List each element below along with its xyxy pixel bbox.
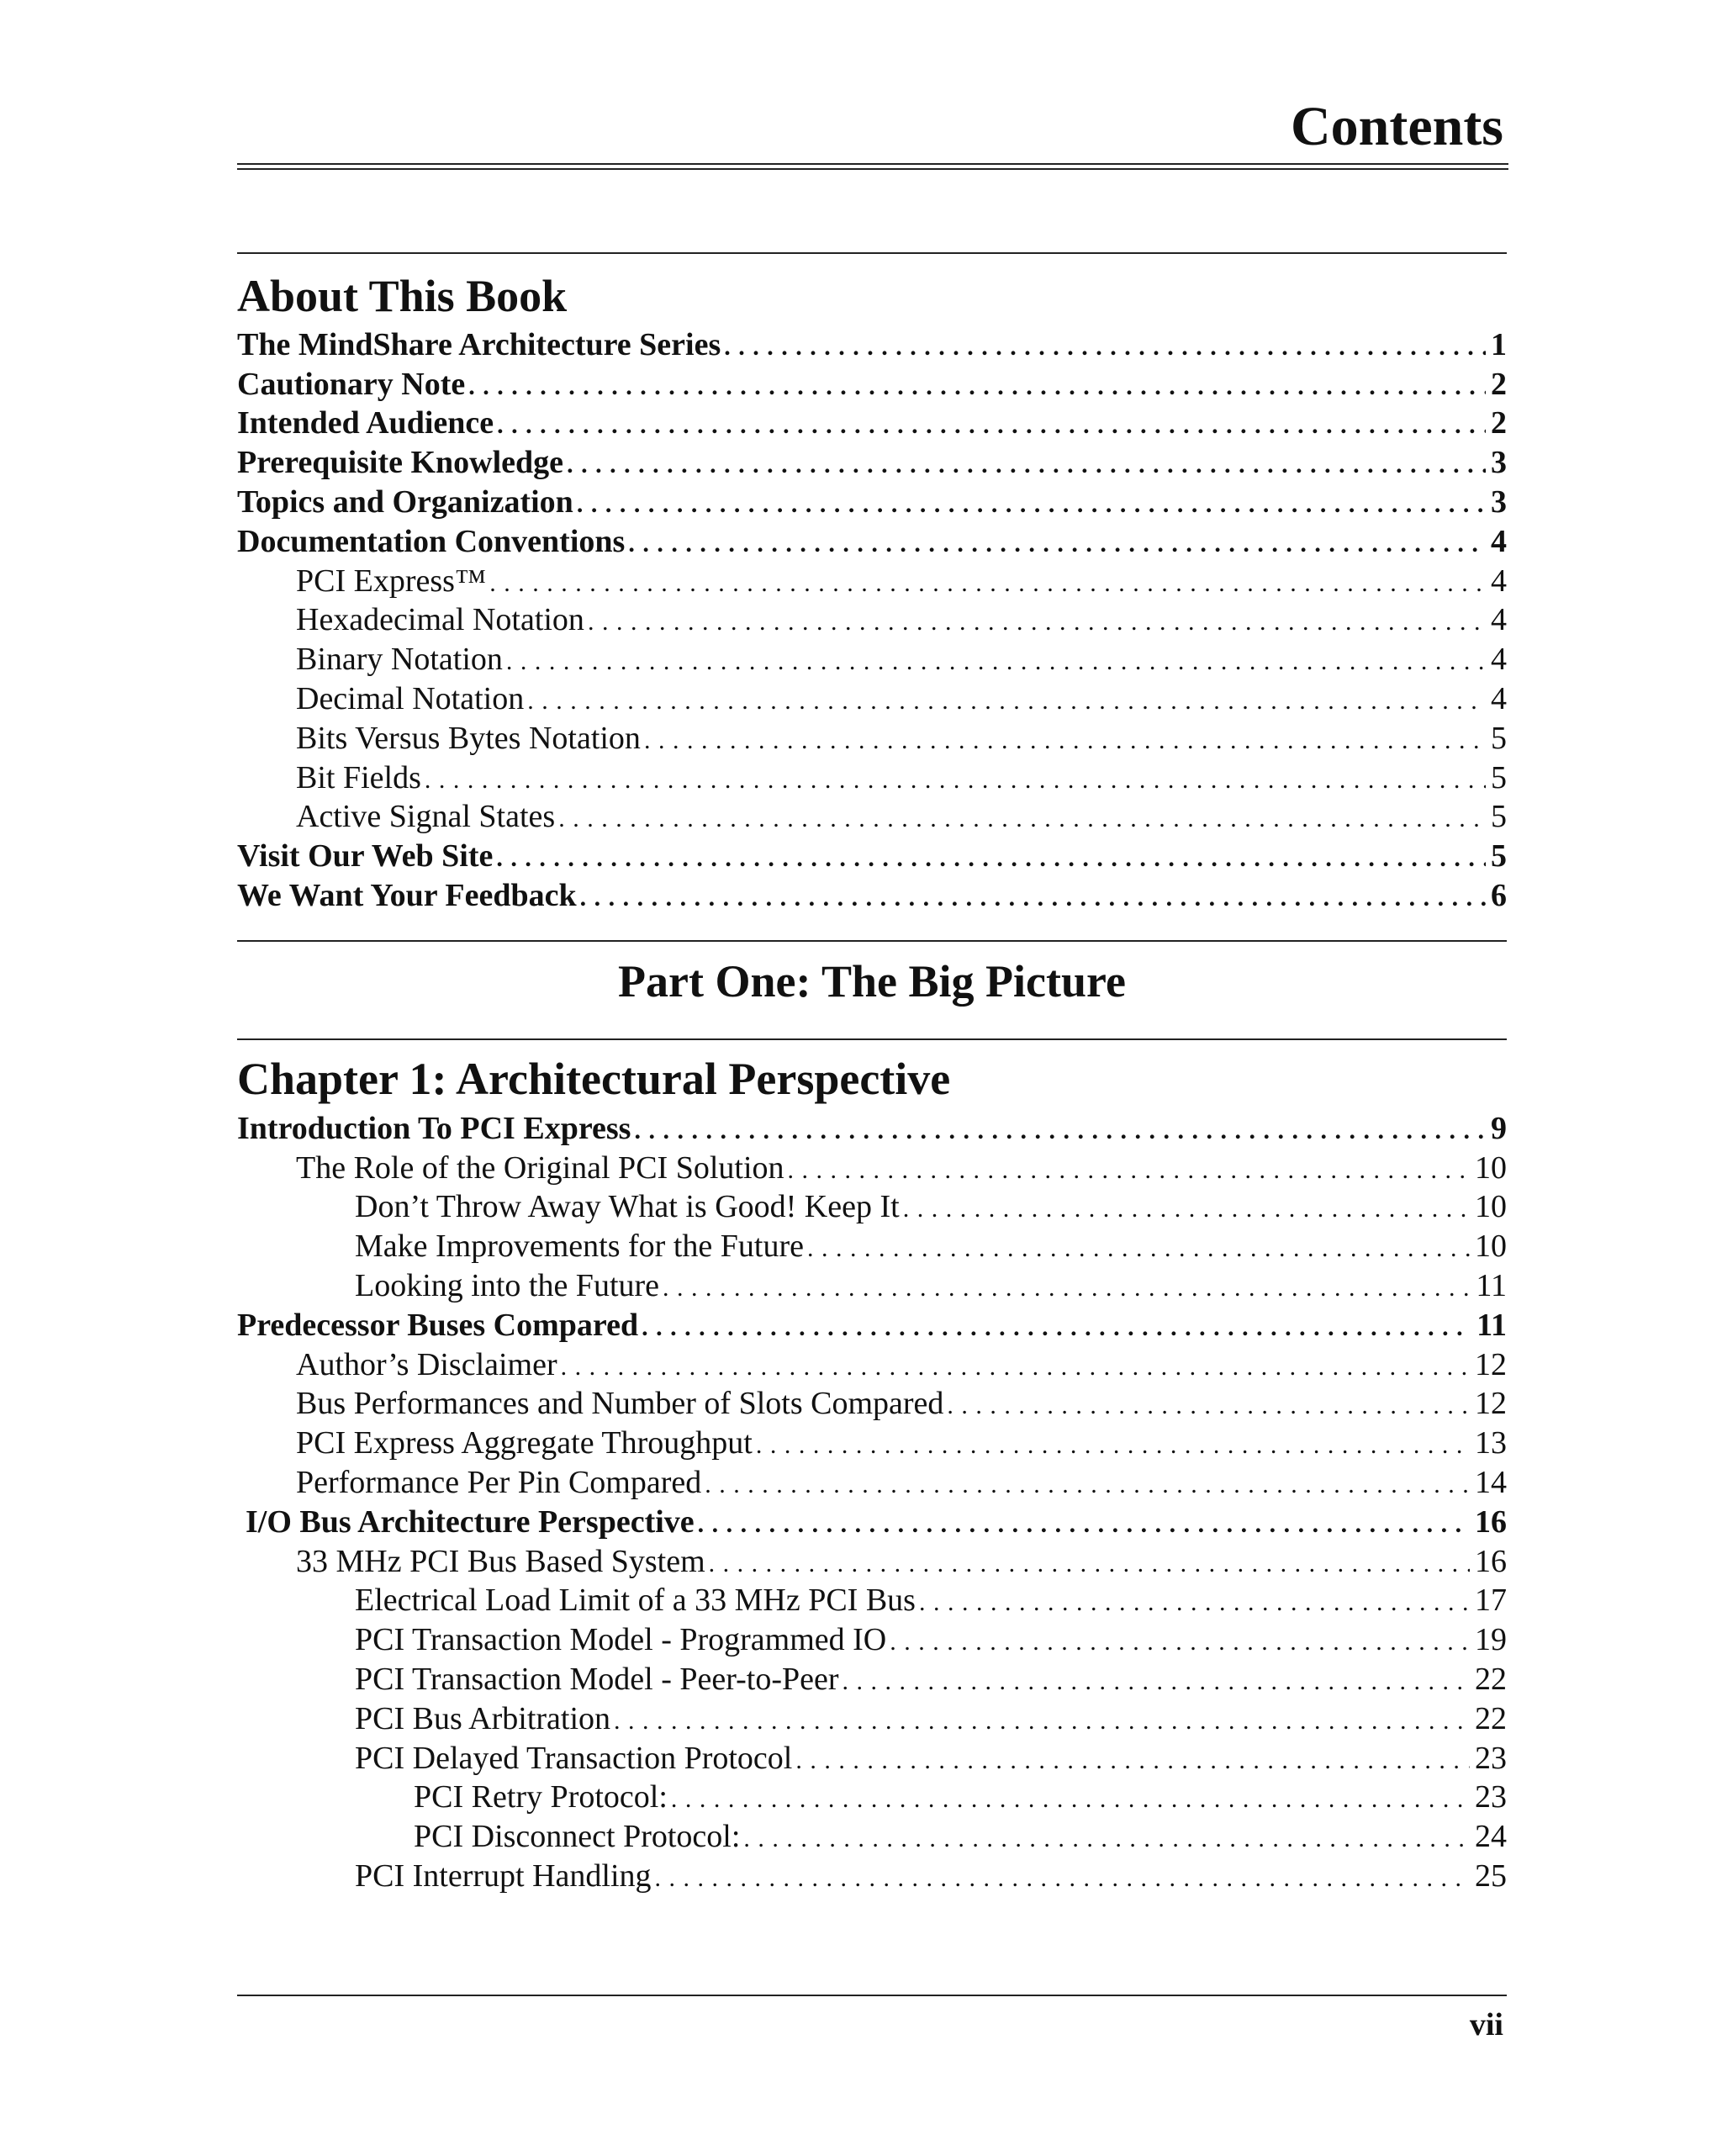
toc-entry-page: 12 [1475,1386,1507,1422]
toc-entry[interactable] [237,521,1507,561]
toc-entry-title: PCI Retry Protocol: [414,1779,668,1815]
toc-entry[interactable] [237,797,1507,837]
page-number: vii [1469,2007,1503,2042]
toc-leader-dots [795,1744,1470,1778]
toc-entry-page: 3 [1491,445,1507,481]
toc-leader-dots [567,448,1486,482]
toc-entry[interactable] [237,404,1507,443]
toc-leader-dots [644,724,1486,758]
toc-entry[interactable] [237,1659,1507,1699]
toc-entry-page: 14 [1475,1464,1507,1500]
toc-entry-title: Author’s Disclaimer [296,1346,557,1382]
section-divider [237,1038,1507,1040]
toc-entry-title: PCI Transaction Model - Peer-to-Peer [355,1661,839,1697]
toc-entry-title: PCI Interrupt Handling [355,1857,652,1894]
toc-entry[interactable] [237,1778,1507,1817]
toc-entry-page: 6 [1491,877,1507,913]
toc-entry-title: Looking into the Future [355,1267,660,1303]
toc-entry-page: 13 [1475,1425,1507,1461]
toc-entry-page: 4 [1491,563,1507,599]
toc-entry-page: 2 [1491,405,1507,441]
toc-entry-page: 19 [1475,1622,1507,1658]
toc-entry-page: 22 [1475,1661,1507,1697]
toc-entry-page: 5 [1491,799,1507,835]
toc-entry[interactable] [237,325,1507,364]
toc-leader-dots [577,488,1486,521]
toc-entry[interactable] [237,1345,1507,1384]
toc-entry-page: 4 [1491,602,1507,638]
toc-entry-title: PCI Disconnect Protocol: [414,1819,741,1855]
toc-entry[interactable] [237,836,1507,875]
toc-list-about [237,325,1507,915]
toc-entry-title: I/O Bus Architecture Perspective [246,1503,695,1540]
toc-entry[interactable] [237,679,1507,718]
toc-entry-page: 17 [1475,1583,1507,1619]
chapter-heading: Chapter 1: Architectural Perspective [237,1054,951,1104]
toc-leader-dots [634,1114,1486,1148]
page-title: Contents [1290,96,1503,157]
toc-entry-title: PCI Transaction Model - Programmed IO [355,1622,887,1658]
toc-leader-dots [628,527,1486,561]
toc-leader-dots [843,1665,1471,1699]
toc-entry[interactable] [237,1148,1507,1187]
toc-leader-dots [497,409,1486,442]
toc-entry-page: 11 [1476,1267,1507,1303]
toc-leader-dots [743,1822,1470,1856]
toc-leader-dots [496,842,1486,875]
toc-entry-title: Binary Notation [296,642,503,678]
toc-entry-title: Topics and Organization [237,484,573,520]
toc-entry-page: 5 [1491,759,1507,795]
toc-entry-title: PCI Express™ [296,563,487,599]
toc-entry-page: 23 [1475,1779,1507,1815]
toc-leader-dots [890,1625,1470,1659]
toc-entry-page: 3 [1491,484,1507,520]
toc-leader-dots [655,1862,1470,1895]
toc-entry-title: PCI Bus Arbitration [355,1700,611,1736]
toc-entry[interactable] [237,1856,1507,1895]
toc-entry[interactable] [237,718,1507,758]
toc-leader-dots [468,370,1486,404]
toc-leader-dots [947,1389,1470,1423]
toc-entry-title: Predecessor Buses Compared [237,1307,639,1343]
toc-entry-title: Electrical Load Limit of a 33 MHz PCI Bus [355,1583,916,1619]
toc-leader-dots [919,1586,1470,1620]
toc-entry-title: Documentation Conventions [237,523,626,559]
toc-leader-dots [642,1311,1471,1345]
toc-leader-dots [788,1154,1470,1187]
toc-entry[interactable] [237,1581,1507,1620]
toc-leader-dots [527,684,1486,718]
toc-leader-dots [671,1783,1470,1816]
toc-leader-dots [588,605,1486,639]
toc-entry[interactable] [237,1187,1507,1227]
toc-entry-page: 9 [1491,1110,1507,1146]
toc-entry[interactable] [237,1384,1507,1424]
toc-entry-title: PCI Express Aggregate Throughput [296,1425,753,1461]
part-heading: Part One: The Big Picture [618,956,1126,1007]
toc-entry-title: Active Signal States [296,799,556,835]
section-divider [237,940,1507,942]
toc-entry[interactable] [237,364,1507,404]
toc-entry[interactable] [237,1620,1507,1659]
toc-entry-page: 10 [1475,1189,1507,1225]
toc-entry-page: 4 [1491,642,1507,678]
title-rule-top [237,163,1508,165]
toc-leader-dots [561,1350,1470,1384]
toc-entry-page: 5 [1491,838,1507,875]
toc-entry-page: 12 [1475,1346,1507,1382]
toc-leader-dots [705,1468,1470,1502]
toc-leader-dots [614,1704,1470,1738]
toc-entry-page: 22 [1475,1700,1507,1736]
toc-entry-title: PCI Delayed Transaction Protocol [355,1740,793,1776]
toc-entry[interactable] [237,1541,1507,1581]
toc-entry[interactable] [237,1108,1507,1148]
toc-leader-dots [506,645,1486,679]
toc-entry-title: Bits Versus Bytes Notation [296,720,641,756]
toc-entry-title: Bit Fields [296,759,421,795]
toc-leader-dots [724,330,1486,364]
toc-leader-dots [709,1547,1470,1581]
toc-entry[interactable] [237,1816,1507,1856]
section-heading-about: About This Book [237,271,568,321]
toc-entry-title: Decimal Notation [296,680,525,716]
toc-list-chapter-1 [237,1108,1507,1895]
toc-entry-title: We Want Your Feedback [237,877,577,913]
toc-entry-title: Make Improvements for the Future [355,1229,804,1265]
toc-entry-title: The MindShare Architecture Series [237,326,721,362]
toc-entry[interactable] [237,758,1507,797]
toc-entry-page: 4 [1491,680,1507,716]
toc-leader-dots [580,881,1486,915]
toc-entry-title: The Role of the Original PCI Solution [296,1149,784,1186]
toc-entry[interactable] [237,1226,1507,1266]
toc-leader-dots [698,1508,1470,1541]
toc-entry[interactable] [237,639,1507,679]
section-divider [237,252,1507,254]
toc-entry-title: Prerequisite Knowledge [237,445,564,481]
toc-leader-dots [558,802,1486,836]
toc-entry[interactable] [237,1266,1507,1305]
toc-entry-page: 16 [1475,1503,1507,1540]
toc-leader-dots [903,1192,1470,1226]
toc-leader-dots [663,1271,1471,1305]
toc-entry-title: Introduction To PCI Express [237,1110,631,1146]
toc-entry[interactable] [237,561,1507,600]
toc-entry-page: 16 [1475,1543,1507,1579]
footer-rule [237,1995,1507,1996]
toc-entry[interactable] [237,1699,1507,1738]
toc-entry-page: 25 [1475,1857,1507,1894]
toc-entry-page: 11 [1476,1307,1507,1343]
title-rule-bottom [237,168,1508,170]
toc-entry[interactable] [237,442,1507,482]
toc-leader-dots [756,1429,1470,1462]
toc-entry[interactable] [237,1305,1507,1345]
toc-entry-page: 1 [1491,326,1507,362]
toc-entry-page: 24 [1475,1819,1507,1855]
toc-entry-page: 4 [1491,523,1507,559]
toc-leader-dots [425,764,1486,797]
toc-entry-title: Cautionary Note [237,366,466,402]
toc-entry[interactable] [237,875,1507,915]
toc-entry[interactable] [237,600,1507,640]
toc-leader-dots [489,567,1486,600]
toc-entry[interactable] [237,482,1507,521]
toc-entry-page: 2 [1491,366,1507,402]
toc-entry[interactable] [237,1738,1507,1778]
toc-entry-title: Intended Audience [237,405,494,441]
toc-entry-page: 5 [1491,720,1507,756]
toc-entry[interactable] [237,1502,1507,1541]
toc-entry-title: 33 MHz PCI Bus Based System [296,1543,705,1579]
toc-entry-page: 23 [1475,1740,1507,1776]
toc-entry-page: 10 [1475,1149,1507,1186]
toc-entry-title: Hexadecimal Notation [296,602,584,638]
toc-entry-title: Don’t Throw Away What is Good! Keep It [355,1189,900,1225]
toc-entry-page: 10 [1475,1229,1507,1265]
toc-entry[interactable] [237,1423,1507,1462]
toc-entry-title: Visit Our Web Site [237,838,494,875]
toc-entry[interactable] [237,1462,1507,1502]
toc-entry-title: Performance Per Pin Compared [296,1464,702,1500]
toc-entry-title: Bus Performances and Number of Slots Compared [296,1386,944,1422]
toc-leader-dots [807,1232,1470,1266]
